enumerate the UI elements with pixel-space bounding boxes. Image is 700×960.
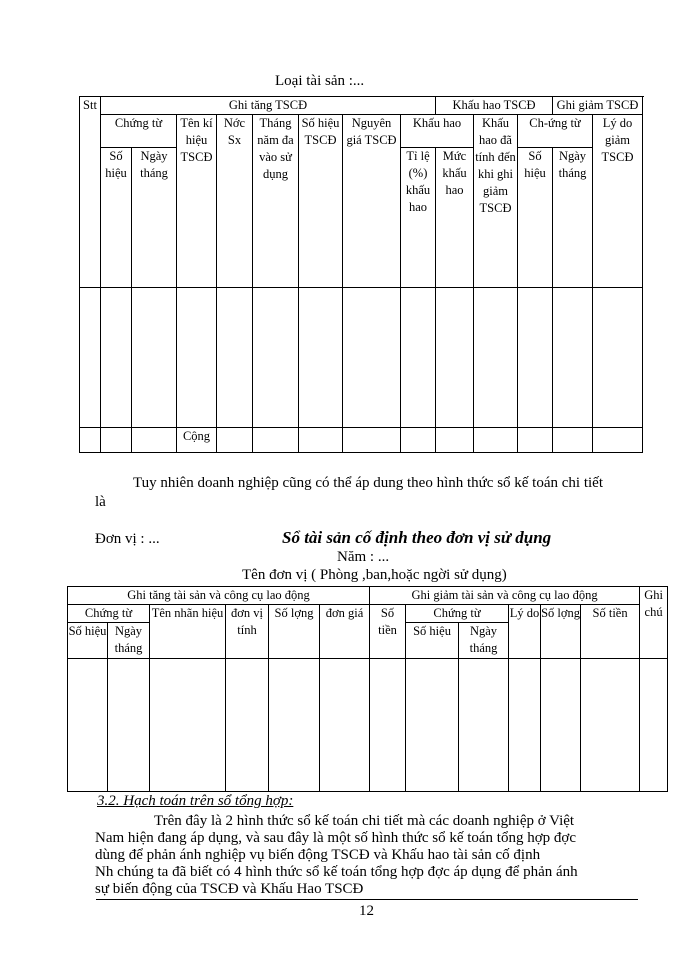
so-luong-giam-header: Số lợng [541,605,581,659]
footer-divider [96,899,638,900]
ten-ki-hieu-header: Tên kí hiệu TSCĐ [177,115,217,288]
khau-hao-header: Khấu hao [401,115,474,148]
section-line-2: Nam hiện đang áp dụng, và sau đây là một số hình thức sổ kế toán tổng hợp đợc [95,830,576,846]
total-row [80,428,643,453]
ghi-giam-header: Ghi giảm TSCĐ [553,97,643,115]
muc-khau-hao-header: Mức khấu hao [436,148,474,288]
section-line-5: sự biến động của TSCĐ và Khấu Hao TSCĐ [95,881,364,897]
section-line-3: dùng để phản ánh nghiệp vụ biến động TSCĐ và Khấu hao tài sản cố định [95,847,541,863]
ngay-thang-giam-header: Ngày tháng [553,148,593,288]
noc-sx-header: Nớc Sx [217,115,253,288]
intro-line-2: là [95,494,106,510]
page-number: 12 [359,903,374,919]
ghi-tang-header: Ghi tăng TSCĐ [101,97,436,115]
ghi-chu-header: Ghi chú [640,587,668,659]
register-title: Sổ tài sản cố định theo đơn vị sử dụng [282,528,552,547]
don-vi-tinh-header: đơn vị tính [226,605,269,659]
intro-line-1: Tuy nhiên doanh nghiệp cũng có thể áp dung theo hình thức sổ kế toán chi tiết [133,475,603,491]
ten-nhan-hieu-header: Tên nhãn hiệu [150,605,226,659]
unit-asset-register-table [67,586,668,792]
khau-hao-group-header: Khấu hao TSCĐ [436,97,553,115]
so-hieu-header: Số hiệu [68,623,108,659]
thang-nam-header: Tháng năm đa vào sử dụng [253,115,299,288]
khau-hao-da-tinh-header: Khấu hao đã tính đến khi ghi giảm TSCĐ [474,115,518,288]
ly-do-giam-header: Lý do giảm TSCĐ [593,115,643,288]
so-hieu-giam-header: Số hiệu [518,148,553,288]
year-label: Năm : ... [337,549,390,565]
don-vi-label: Đơn vị : ... [95,531,160,547]
so-tien-giam-header: Số tiền [581,605,640,659]
cong-label: Cộng [177,428,217,453]
stt-header: Stt [80,97,101,288]
chung-tu-header: Chứng từ [101,115,177,148]
ngay-thang-header: Ngày tháng [108,623,150,659]
chung-tu-giam-header: Chứng từ [406,605,509,623]
so-hieu-header: Số hiệu [101,148,132,288]
ghi-giam-header: Ghi giảm tài sản và công cụ lao động [370,587,640,605]
ngay-thang-giam-header: Ngày tháng [459,623,509,659]
asset-type-label: Loại tài sản :... [275,73,365,89]
unit-name-label: Tên đơn vị ( Phòng ,ban,hoặc ngời sử dụng) [242,567,507,583]
ly-do-header: Lý do [509,605,541,659]
ti-le-header: Tỉ lệ (%) khấu hao [401,148,436,288]
chung-tu-giam-header: Ch-ứng từ [518,115,593,148]
table-row [68,659,668,792]
so-luong-header: Số lợng [269,605,320,659]
ngay-thang-header: Ngày tháng [132,148,177,288]
section-heading: 3.2. Hạch toán trên sổ tổng hợp: [97,793,294,809]
ghi-tang-header: Ghi tăng tài sản và công cụ lao động [68,587,370,605]
so-hieu-giam-header: Số hiệu [406,623,459,659]
nguyen-gia-header: Nguyên giá TSCĐ [343,115,401,288]
chung-tu-header: Chứng từ [68,605,150,623]
so-hieu-tscd-header: Số hiệu TSCĐ [299,115,343,288]
section-line-4: Nh chúng ta đã biết có 4 hình thức sổ kế toán tổng hợp đợc áp dụng để phản ánh [95,864,578,880]
section-line-1: Trên đây là 2 hình thức sổ kế toán chi tiết mà các doanh nghiệp ở Việt [154,813,575,829]
so-tien-header: Số tiền [370,605,406,659]
don-gia-header: đơn giá [320,605,370,659]
table-row [80,288,643,428]
fixed-asset-register-table [79,96,643,453]
